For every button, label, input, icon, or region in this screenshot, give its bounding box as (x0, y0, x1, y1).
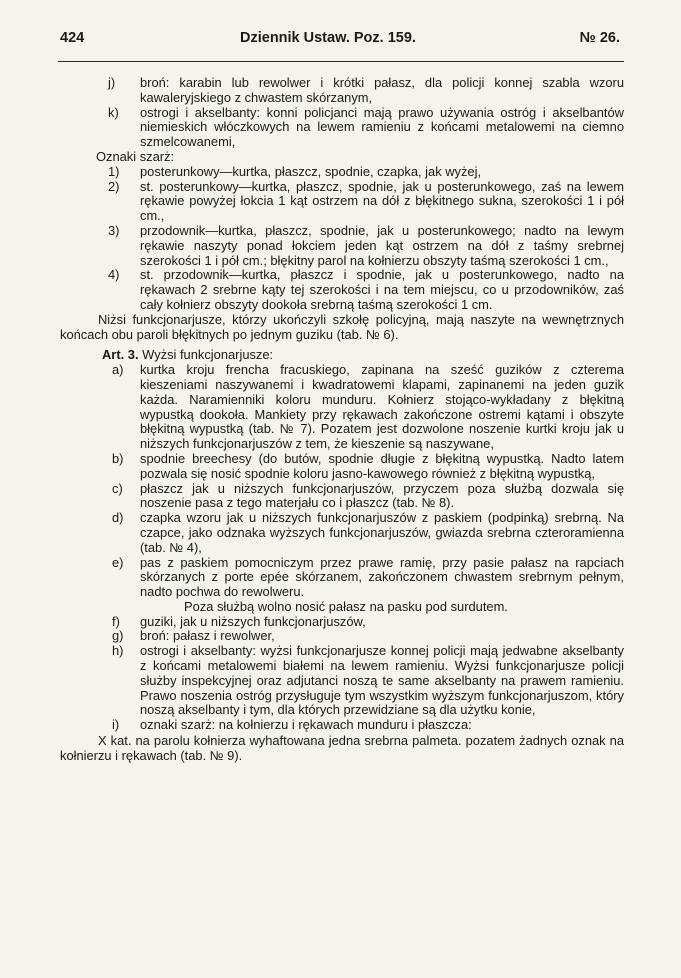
item-text: ostrogi i akselbanty: wyżsi funkcjonarjusze konnej policji mają jedwabne akselbanty z końcami metalowemi białemi na lewem ramieniu. Wyżsi funkcjonarjusze policji służby inspekcyjnej oraz adjutanci noszą te same akselbanty na prawem ramieniu. Prawo noszenia ostróg przysługuje tym wszystkim wyższym funkcjonarjuszom, który noszą akselbanty i tym, dla których przewidziane są dla użytku konie, (140, 643, 624, 718)
item-text: posterunkowy—kurtka, płaszcz, spodnie, czapka, jak wyżej, (140, 163, 482, 179)
article-heading (60, 348, 624, 363)
journal-title: Dziennik Ustaw. Poz. 159. (240, 30, 416, 46)
item-text: kurtka kroju frencha fracuskiego, zapinana na sześć guzików z czterema kieszeniami naszywanemi i kwadratowemi klapami, zapinanemi na jeden guzik każda. Naramienniki koloru munduru. Kołnierz stojąco-wykładany z błękitną wypustką dookoła. Mankiety przy rękawach zakończone ostremi kątami i obszyte błękitną wypustką (tab. № 7). Pozatem jest dozwolone noszenie kurtki kroju jak u niższych funkcjonarjuszów z tem, że kieszenie są naszywane, (140, 362, 624, 452)
list-item (60, 180, 624, 224)
closing-paragraph: X kat. na parolu kołnierza wyhaftowana jedna srebrna palmeta. pozatem żadnych oznak na kołnierzu i rękawach (tab. № 9). (60, 733, 624, 763)
header-rule (58, 61, 624, 62)
issue-number: № 26. (579, 30, 620, 46)
item-label: 2) (108, 178, 120, 194)
item-label: 1) (108, 163, 120, 179)
page-number: 424 (60, 30, 85, 46)
item-label: f) (112, 613, 120, 629)
list-item (60, 363, 624, 452)
oznaki-heading: Oznaki szarż: (96, 148, 175, 164)
item-label: h) (112, 643, 124, 659)
item-label: e) (112, 554, 124, 570)
item-label: g) (112, 628, 124, 644)
item-label: 3) (108, 222, 120, 238)
item-label: b) (112, 450, 124, 466)
item-text: oznaki szarż: na kołnierzu i rękawach munduru i płaszcza: (140, 717, 472, 733)
page-header (60, 30, 620, 50)
item-text: płaszcz jak u niższych funkcjonarjuszów, przyczem poza służbą dozwala się noszenie pasa z tego materjału co i płaszcz (tab. № 8). (140, 480, 624, 511)
list-item (60, 224, 624, 268)
item-label: a) (112, 362, 124, 378)
item-text: czapka wzoru jak u niższych funkcjonarjuszów z paskiem (podpinką) srebrną. Na czapce, jako odznaka wyższych funkcjonarjuszów, gwiazda srebrna czteroramienna (tab. № 4), (140, 510, 624, 555)
article-label: Art. 3. (102, 347, 139, 363)
list-item (60, 482, 624, 512)
item-text: przodownik—kurtka, płaszcz, spodnie, jak u posterunkowego; nadto na lewym rękawie naszyty ponad łokciem jeden kąt ostrzem na dół z taśmy srebrnej szerokości 1 i pół cm.; błękitny parol na kołnierzu obszyty taśmą szerokości 1 cm., (140, 222, 624, 268)
poza-line: Poza służbą wolno nosić pałasz na pasku pod surdutem. (184, 598, 508, 614)
item-text: broń: karabin lub rewolwer i krótki pałasz, dla policji konnej szabla wzoru kawaleryjskiego z chwastem skórzanym, (140, 75, 624, 105)
list-item (60, 615, 624, 630)
item-text: ostrogi i akselbanty: konni policjanci mają prawo używania ostróg i akselbantów niemieskich włóczkowych na lewem ramieniu z końcami metalowemi na ciemno szmelcowanemi, (140, 104, 624, 150)
list-item (60, 644, 624, 718)
list-item (60, 511, 624, 555)
document-body (60, 76, 624, 764)
list-item (60, 629, 624, 644)
item-text: broń: pałasz i rewolwer, (140, 628, 275, 644)
list-item (60, 556, 624, 600)
item-text: st. przodownik—kurtka, płaszcz i spodnie, jak u posterunkowego, nadto na rękawach 2 srebrne kąty tej szerokości i na tem miejscu, co u przodowników, zaś cały kołnierz obszyty dookoła srebrną taśmą szerokości 1 cm. (140, 267, 624, 312)
item-text: st. posterunkowy—kurtka, płaszcz, spodnie, jak u posterunkowego, zaś na lewem rękawie powyżej łokcia 1 kąt ostrzem na dół z błękitnego sukna, szerokości 1 i pół cm., (140, 178, 624, 224)
nizsi-paragraph: Niżsi funkcjonarjusze, którzy ukończyli szkołę policyjną, mają naszyte na wewnętrznych końcach obu paroli błękitnych po jednym guziku (tab. № 6). (60, 311, 624, 342)
item-text: spodnie breechesy (do butów, spodnie długie z błękitną wypustką. Nadto latem pozwala się nosić spodnie koloru jasno-kawowego również z błękitną wypustką, (140, 450, 624, 481)
list-item (60, 268, 624, 312)
list-item (60, 165, 624, 180)
item-text: guziki, jak u niższych funkcjonarjuszów, (140, 613, 366, 629)
item-label: j) (108, 75, 116, 90)
item-label: i) (112, 717, 120, 733)
item-label: d) (112, 510, 124, 526)
item-label: c) (112, 480, 123, 496)
item-label: k) (108, 104, 119, 120)
item-label: 4) (108, 267, 120, 283)
list-item (60, 452, 624, 482)
list-item (60, 718, 624, 733)
list-item (60, 76, 624, 106)
list-item (60, 106, 624, 150)
article-title: Wyżsi funkcjonarjusze: (142, 347, 274, 363)
item-text: pas z paskiem pomocniczym przez prawe ramię, przy pasie pałasz na rapciach skórzanych z porte epée skórzanem, zakończonem chwastem srebrnym pełnym, nadto pochwa do rewolweru. (140, 554, 624, 600)
